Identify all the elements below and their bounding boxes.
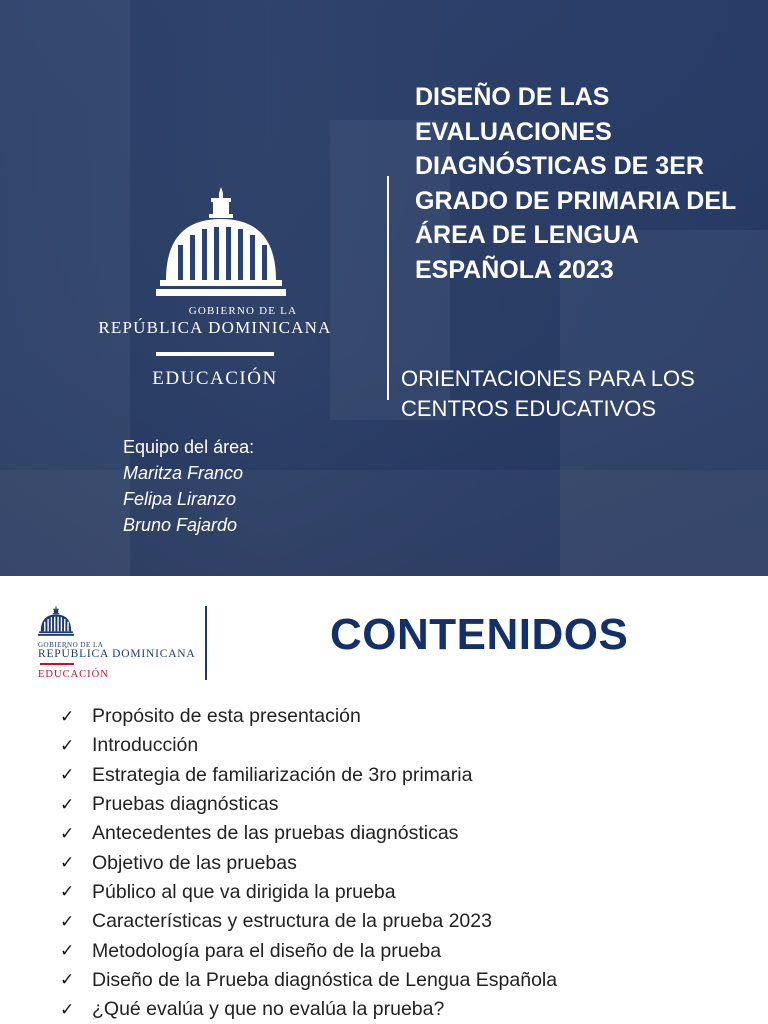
government-logo-small [38, 604, 74, 643]
list-item [60, 848, 557, 877]
logo-text-gobierno: GOBIERNO DE LA [188, 305, 298, 317]
list-item-label: Antecedentes de las pruebas diagnósticas [92, 822, 459, 845]
list-item [60, 790, 557, 819]
check-icon: ✓ [60, 911, 75, 931]
contents-heading: CONTENIDOS [330, 610, 629, 659]
presentation-title: DISEÑO DE LAS EVALUACIONES DIAGNÓSTICAS DE 3ER GRADO DE PRIMARIA DEL ÁREA DE LENGUA ESPAÑOLA 2023 [415, 83, 736, 284]
logo-text-educacion: EDUCACIÓN [38, 669, 109, 680]
check-icon: ✓ [60, 999, 75, 1019]
list-item [60, 936, 557, 965]
list-item [60, 995, 557, 1024]
list-item-label: ¿Qué evalúa y que no evalúa la prueba? [92, 998, 445, 1021]
dome-emblem-icon [156, 185, 286, 300]
logo-text-gobierno: GOBIERNO DE LA [38, 641, 104, 649]
list-item-label: Introducción [92, 734, 199, 757]
check-icon: ✓ [60, 735, 75, 755]
list-item-label: Características y estructura de la prueba 2023 [92, 910, 492, 933]
list-item [60, 731, 557, 760]
check-icon: ✓ [60, 706, 75, 726]
list-item-label: Pruebas diagnósticas [92, 793, 279, 816]
check-icon: ✓ [60, 853, 75, 873]
check-icon: ✓ [60, 882, 75, 902]
list-item-label: Público al que va dirigida la prueba [92, 880, 396, 903]
logo-text-educacion: EDUCACIÓN [152, 368, 278, 389]
logo-text-republica: REPÚBLICA DOMINICANA [98, 318, 332, 337]
list-item [60, 702, 557, 731]
list-item-label: Estrategia de familiarización de 3ro primaria [92, 763, 473, 786]
check-icon: ✓ [60, 794, 75, 814]
vertical-divider [205, 606, 207, 680]
check-icon: ✓ [60, 970, 75, 990]
list-item [60, 878, 557, 907]
list-item-label: Metodología para el diseño de la prueba [92, 939, 442, 962]
presentation-subtitle: ORIENTACIONES PARA LOS CENTROS EDUCATIVOS [401, 366, 695, 421]
list-item-label: Objetivo de las pruebas [92, 851, 297, 874]
team-member: Maritza Franco [123, 463, 244, 483]
list-item [60, 819, 557, 848]
list-item [60, 907, 557, 936]
team-member: Felipa Liranzo [123, 489, 237, 509]
list-item-label: Diseño de la Prueba diagnóstica de Lengua Española [92, 968, 558, 991]
dome-emblem-icon [38, 604, 74, 638]
check-icon: ✓ [60, 823, 75, 843]
team-heading: Equipo del área: [123, 437, 255, 457]
contents-list [60, 702, 557, 1024]
list-item-label: Propósito de esta presentación [92, 705, 361, 728]
list-item [60, 761, 557, 790]
government-logo [148, 185, 348, 300]
logo-rule [40, 663, 74, 665]
check-icon: ✓ [60, 765, 75, 785]
vertical-divider [387, 176, 389, 400]
check-icon: ✓ [60, 941, 75, 961]
list-item [60, 966, 557, 995]
team-block [123, 434, 254, 538]
team-member: Bruno Fajardo [123, 515, 238, 535]
background-ground [0, 470, 768, 576]
logo-text-republica: REPÚBLICA DOMINICANA [38, 648, 196, 660]
logo-rule [156, 352, 274, 356]
contents-slide [0, 576, 768, 1024]
